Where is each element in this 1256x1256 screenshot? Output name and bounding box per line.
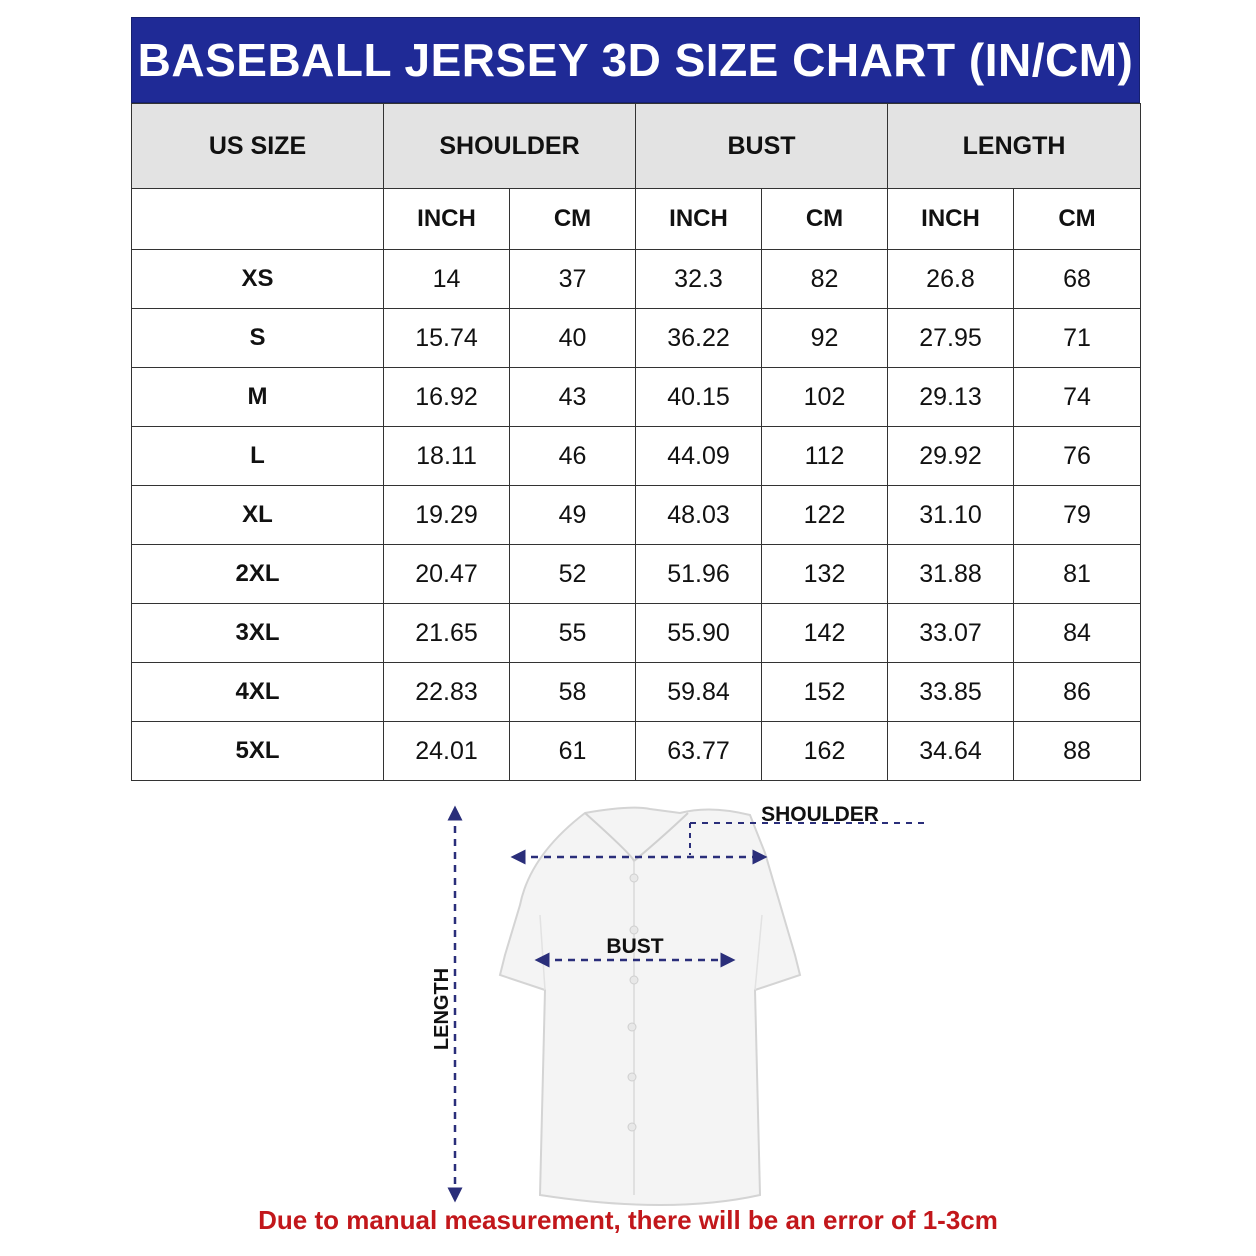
header-length-inch: INCH [888,189,1014,250]
chart-title: BASEBALL JERSEY 3D SIZE CHART (IN/CM) [131,17,1140,103]
bust-in-cell: 32.3 [636,250,762,309]
shoulder-cm-cell: 46 [510,427,636,486]
bust-in-cell: 55.90 [636,604,762,663]
shoulder-cm-cell: 37 [510,250,636,309]
table-row [132,368,1141,427]
shoulder-in-cell: 21.65 [384,604,510,663]
header-bust-cm: CM [762,189,888,250]
shoulder-in-cell: 22.83 [384,663,510,722]
size-chart [131,17,1140,781]
shoulder-cm-cell: 40 [510,309,636,368]
shoulder-cm-cell: 58 [510,663,636,722]
header-shoulder-cm: CM [510,189,636,250]
shoulder-in-cell: 15.74 [384,309,510,368]
length-cm-cell: 71 [1014,309,1141,368]
table-row [132,545,1141,604]
length-in-cell: 34.64 [888,722,1014,781]
header-blank [132,189,384,250]
header-shoulder-inch: INCH [384,189,510,250]
length-cm-cell: 88 [1014,722,1141,781]
bust-in-cell: 44.09 [636,427,762,486]
length-in-cell: 33.07 [888,604,1014,663]
bust-cm-cell: 82 [762,250,888,309]
baseball-jersey-icon [500,808,800,1205]
bust-cm-cell: 162 [762,722,888,781]
size-cell: XS [132,250,384,309]
bust-cm-cell: 142 [762,604,888,663]
size-cell: L [132,427,384,486]
length-in-cell: 26.8 [888,250,1014,309]
size-cell: 3XL [132,604,384,663]
header-bust-inch: INCH [636,189,762,250]
length-label: LENGTH [431,967,453,1051]
shoulder-cm-cell: 52 [510,545,636,604]
shoulder-label: SHOULDER [761,803,879,826]
length-cm-cell: 68 [1014,250,1141,309]
shoulder-cm-cell: 55 [510,604,636,663]
length-in-cell: 29.92 [888,427,1014,486]
bust-in-cell: 48.03 [636,486,762,545]
length-cm-cell: 76 [1014,427,1141,486]
length-cm-cell: 79 [1014,486,1141,545]
length-in-cell: 31.10 [888,486,1014,545]
size-cell: 4XL [132,663,384,722]
size-cell: 2XL [132,545,384,604]
header-bust: BUST [636,104,888,189]
length-in-cell: 31.88 [888,545,1014,604]
size-cell: 5XL [132,722,384,781]
measurement-diagram [420,795,940,1215]
bust-cm-cell: 122 [762,486,888,545]
shoulder-in-cell: 20.47 [384,545,510,604]
measurement-note: Due to manual measurement, there will be an error of 1-3cm [258,1205,998,1235]
length-cm-cell: 81 [1014,545,1141,604]
jersey-diagram [420,795,940,1215]
length-in-cell: 29.13 [888,368,1014,427]
table-row [132,722,1141,781]
bust-cm-cell: 132 [762,545,888,604]
length-cm-cell: 74 [1014,368,1141,427]
table-row [132,250,1141,309]
bust-in-cell: 63.77 [636,722,762,781]
shoulder-cm-cell: 43 [510,368,636,427]
header-us-size: US SIZE [132,104,384,189]
length-in-cell: 27.95 [888,309,1014,368]
table-row [132,604,1141,663]
length-in-cell: 33.85 [888,663,1014,722]
shoulder-in-cell: 24.01 [384,722,510,781]
bust-in-cell: 59.84 [636,663,762,722]
size-cell: M [132,368,384,427]
shoulder-in-cell: 14 [384,250,510,309]
bust-cm-cell: 92 [762,309,888,368]
bust-in-cell: 51.96 [636,545,762,604]
size-rows [132,250,1141,781]
shoulder-in-cell: 16.92 [384,368,510,427]
length-cm-cell: 86 [1014,663,1141,722]
bust-in-cell: 36.22 [636,309,762,368]
length-cm-cell: 84 [1014,604,1141,663]
bust-cm-cell: 112 [762,427,888,486]
table-row [132,663,1141,722]
table-row [132,486,1141,545]
table-row [132,309,1141,368]
header-shoulder: SHOULDER [384,104,636,189]
shoulder-cm-cell: 61 [510,722,636,781]
shoulder-in-cell: 18.11 [384,427,510,486]
bust-cm-cell: 152 [762,663,888,722]
size-cell: XL [132,486,384,545]
shoulder-cm-cell: 49 [510,486,636,545]
header-length-cm: CM [1014,189,1141,250]
bust-label: BUST [606,935,664,958]
bust-in-cell: 40.15 [636,368,762,427]
bust-cm-cell: 102 [762,368,888,427]
size-cell: S [132,309,384,368]
header-length: LENGTH [888,104,1141,189]
shoulder-in-cell: 19.29 [384,486,510,545]
size-table [131,103,1141,781]
table-row [132,427,1141,486]
